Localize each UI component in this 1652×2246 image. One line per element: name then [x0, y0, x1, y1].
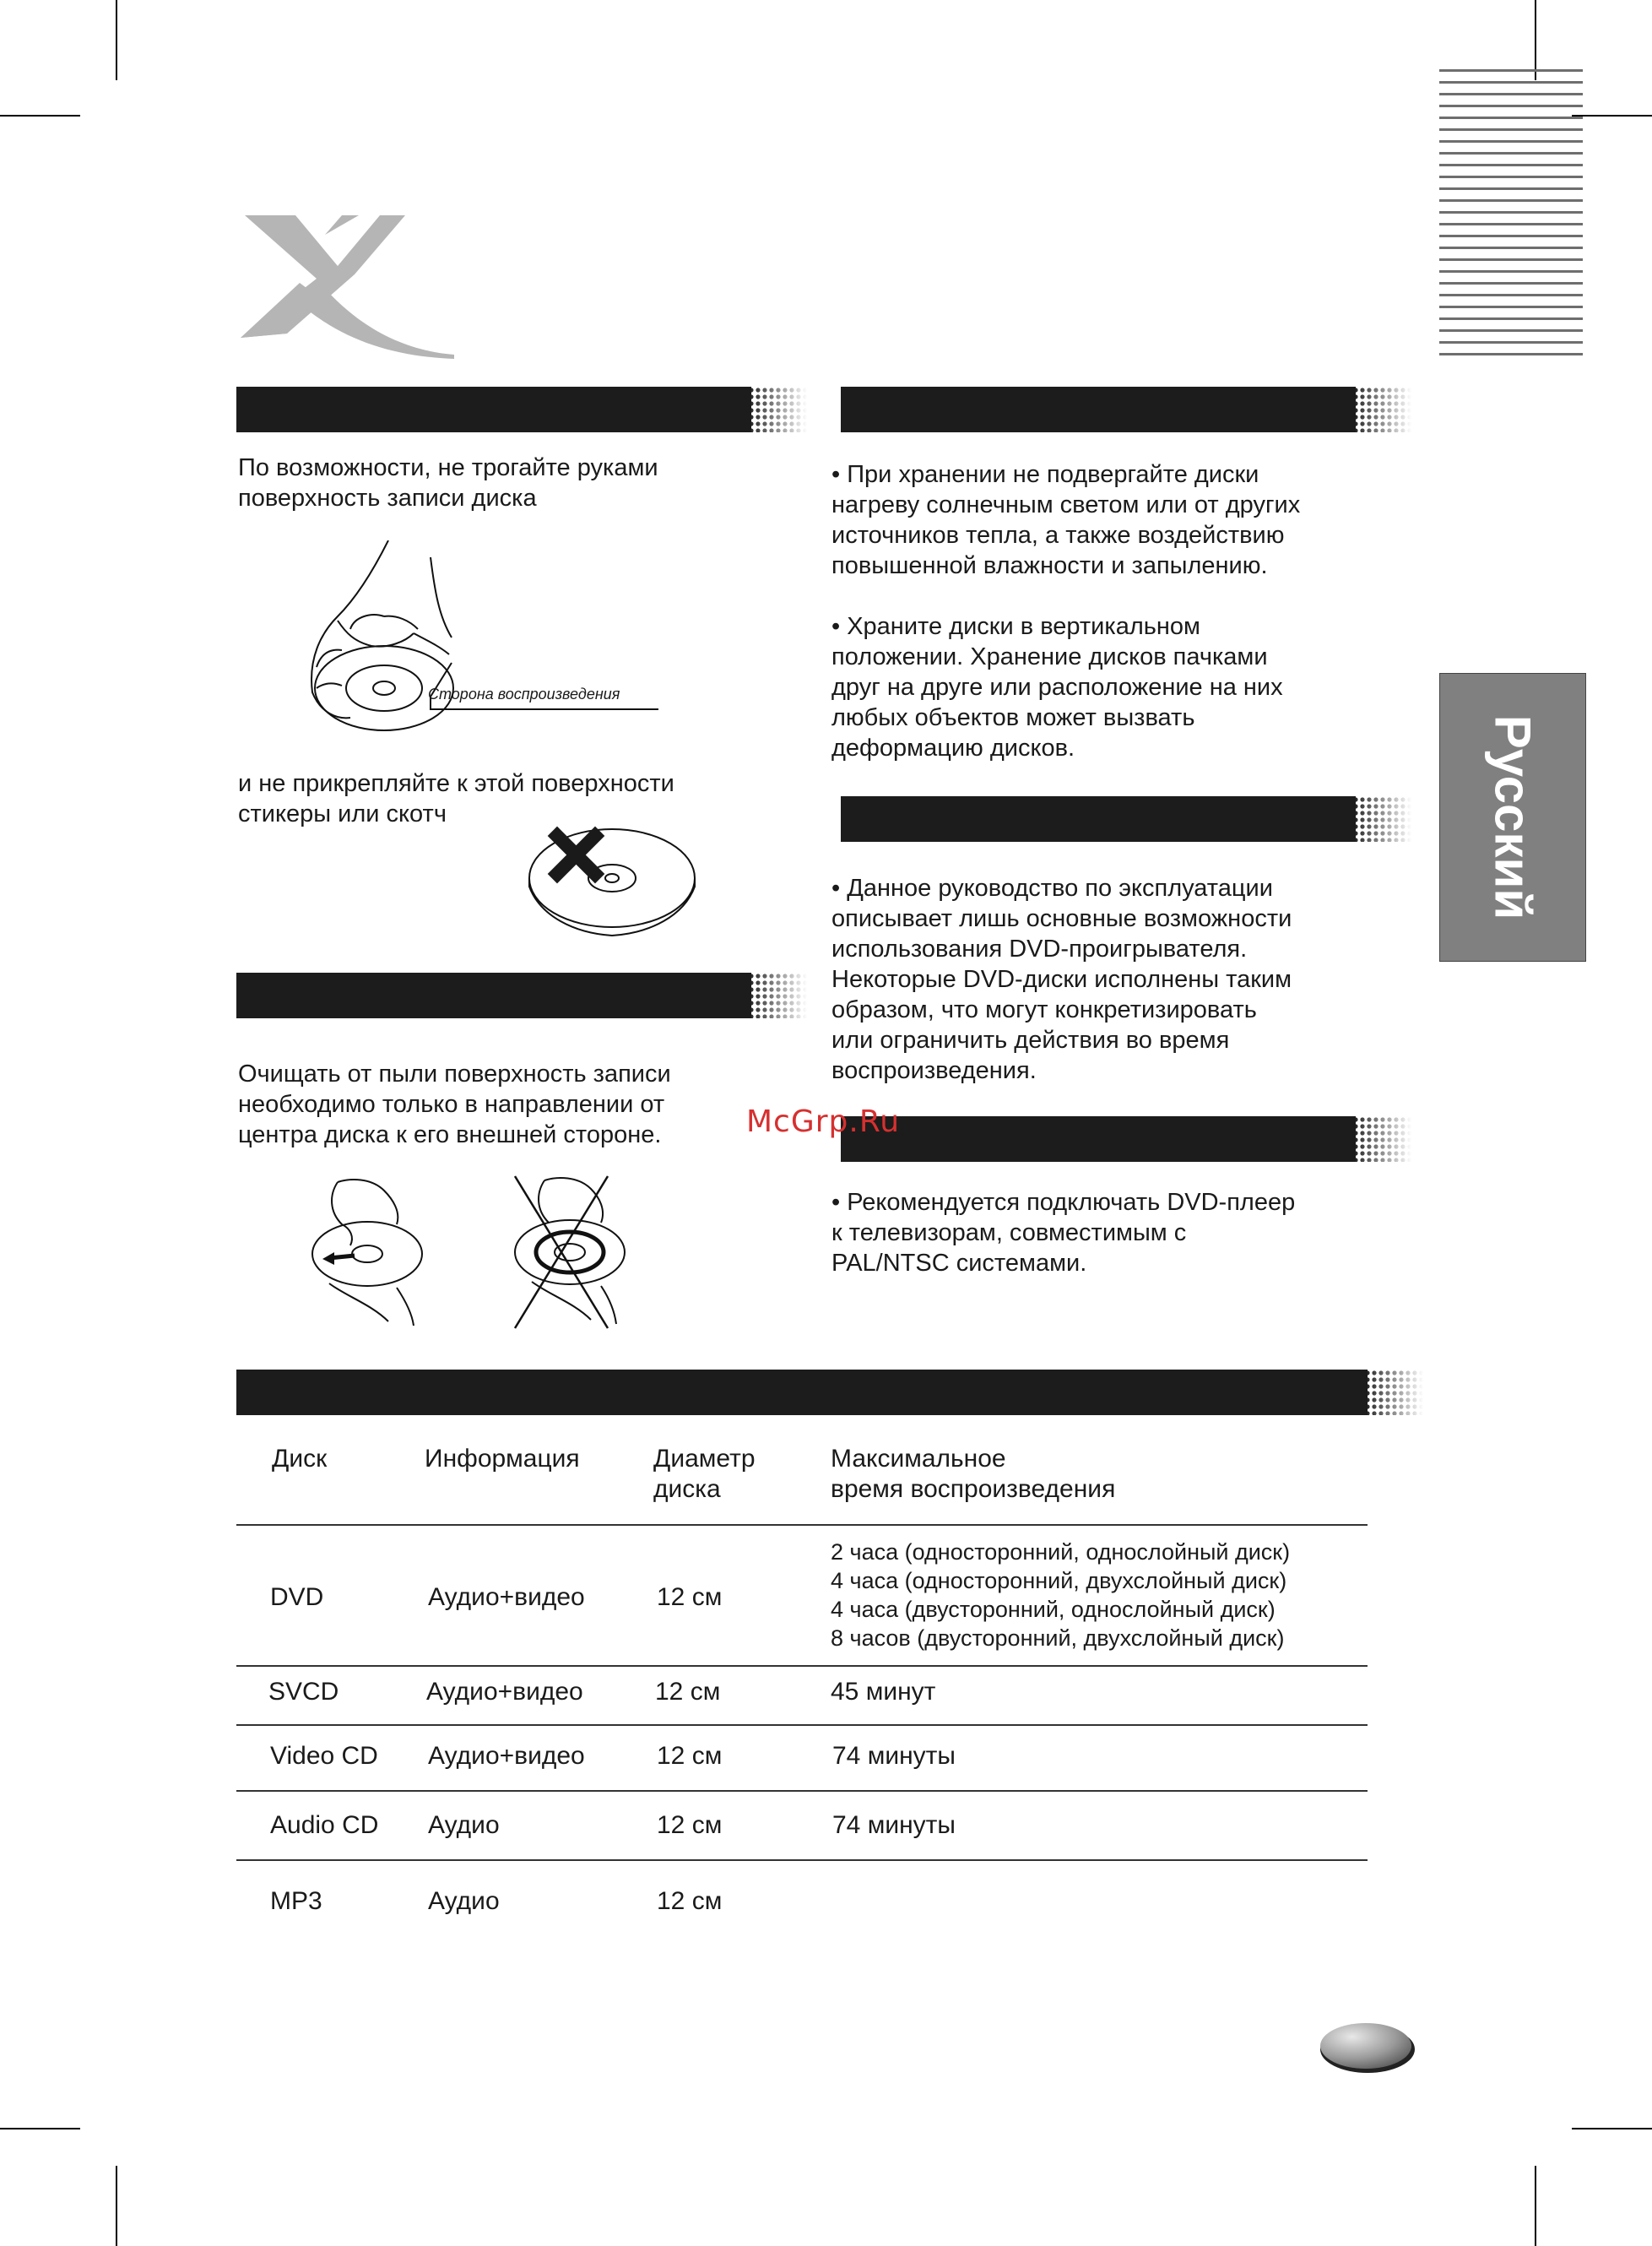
text-line: Некоторые DVD-диски исполнены таким	[831, 966, 1292, 993]
page-number-oval	[1317, 2018, 1418, 2077]
text-line: источников тепла, а также воздействию	[831, 522, 1285, 549]
text-line: любых объектов может вызвать	[831, 704, 1195, 731]
crop-mark	[116, 2166, 117, 2246]
cell-info: Аудио+видео	[428, 1742, 585, 1770]
cell-diameter: 12 см	[655, 1678, 721, 1706]
halftone-pattern	[1364, 1370, 1423, 1415]
manual-paragraph	[831, 873, 1292, 1086]
cell-diameter: 12 см	[657, 1811, 723, 1839]
text-line: использования DVD-проигрывателя.	[831, 936, 1248, 963]
touch-text-line: поверхность записи диска	[238, 485, 537, 512]
text-line: друг на друге или расположение на них	[831, 674, 1283, 701]
text-line: PAL/NTSC системами.	[831, 1250, 1087, 1277]
header-diameter: Диаметр	[653, 1445, 756, 1473]
table-rule	[236, 1724, 1368, 1726]
cell-disc: SVCD	[268, 1678, 339, 1706]
clean-text-line: центра диска к его внешней стороне.	[238, 1121, 662, 1148]
halftone-pattern	[1352, 1116, 1411, 1162]
section-header-bar	[236, 973, 751, 1018]
cell-info: Аудио+видео	[426, 1678, 583, 1706]
hand-holding-disc-illustration	[304, 540, 658, 735]
cell-time: 4 часа (двусторонний, однослойный диск)	[831, 1597, 1276, 1622]
text-line: нагреву солнечным светом или от других	[831, 491, 1301, 518]
section-header-bar	[841, 1116, 1356, 1162]
crop-mark	[1535, 2166, 1536, 2246]
halftone-pattern	[748, 973, 807, 1018]
cell-diameter: 12 см	[657, 1583, 723, 1611]
crop-mark	[0, 2128, 80, 2129]
cell-info: Аудио	[428, 1811, 500, 1839]
figure-label: Сторона воспроизведения	[428, 686, 620, 703]
header-info: Информация	[425, 1445, 580, 1473]
text-line: • Данное руководство по эксплуатации	[831, 875, 1273, 902]
watermark: McGrp.Ru	[746, 1104, 901, 1139]
cell-time: 8 часов (двусторонний, двухслойный диск)	[831, 1625, 1285, 1651]
section-header-bar	[236, 1370, 1368, 1415]
halftone-pattern	[748, 387, 807, 432]
brand-logo	[236, 211, 456, 359]
crop-mark	[1572, 115, 1652, 117]
storage-paragraph-1	[831, 459, 1300, 581]
tv-paragraph	[831, 1187, 1295, 1278]
cell-diameter: 12 см	[657, 1742, 723, 1770]
text-line: • Храните диски в вертикальном	[831, 613, 1200, 640]
text-line: • При хранении не подвергайте диски	[831, 461, 1259, 488]
cell-time: 74 минуты	[832, 1742, 956, 1770]
table-rule	[236, 1665, 1368, 1667]
crop-mark	[116, 0, 117, 80]
cell-disc: Audio CD	[270, 1811, 379, 1839]
cell-time: 4 часа (односторонний, двухслойный диск)	[831, 1568, 1287, 1593]
crop-mark	[0, 115, 80, 117]
cell-info: Аудио	[428, 1887, 500, 1915]
header-disc: Диск	[272, 1445, 328, 1473]
section-header-bar	[841, 796, 1356, 842]
wrong-cleaning-illustration	[506, 1172, 633, 1332]
disc-no-sticker-illustration	[523, 819, 701, 954]
language-tab	[1439, 673, 1586, 962]
section-header-bar	[841, 387, 1356, 432]
touch-text-line: По возможности, не трогайте руками	[238, 454, 658, 481]
text-line: или ограничить действия во время	[831, 1027, 1230, 1054]
halftone-pattern	[1352, 387, 1411, 432]
header-time: время воспроизведения	[831, 1475, 1116, 1503]
cell-time: 2 часа (односторонний, однослойный диск)	[831, 1539, 1291, 1565]
cell-disc: DVD	[270, 1583, 324, 1611]
section-header-bar	[236, 387, 751, 432]
cell-disc: MP3	[270, 1887, 322, 1915]
cell-time: 45 минут	[831, 1678, 936, 1706]
table-rule	[236, 1859, 1368, 1861]
table-rule	[236, 1790, 1368, 1792]
language-tab-label: Русский	[1484, 714, 1541, 920]
crop-mark	[1572, 2128, 1652, 2129]
cell-diameter: 12 см	[657, 1887, 723, 1915]
table-rule	[236, 1524, 1368, 1526]
crop-mark	[1535, 0, 1536, 80]
sticker-text-line: и не прикрепляйте к этой поверхности	[238, 770, 674, 797]
text-line: деформацию дисков.	[831, 735, 1075, 762]
text-line: воспроизведения.	[831, 1057, 1037, 1084]
cell-time: 74 минуты	[832, 1811, 956, 1839]
clean-text-line: необходимо только в направлении от	[238, 1091, 665, 1118]
halftone-pattern	[1352, 796, 1411, 842]
correct-cleaning-illustration	[304, 1178, 431, 1326]
text-line: повышенной влажности и запылению.	[831, 552, 1268, 579]
cell-info: Аудио+видео	[428, 1583, 585, 1611]
text-line: описывает лишь основные возможности	[831, 905, 1292, 932]
clean-text-line: Очищать от пыли поверхность записи	[238, 1061, 671, 1088]
text-line: • Рекомендуется подключать DVD-плеер	[831, 1189, 1296, 1216]
header-time: Максимальное	[831, 1445, 1006, 1473]
text-line: к телевизорам, совместимым с	[831, 1219, 1187, 1246]
text-line: образом, что могут конкретизировать	[831, 996, 1257, 1023]
storage-paragraph-2	[831, 611, 1283, 763]
cell-disc: Video CD	[270, 1742, 378, 1770]
sticker-text-line: стикеры или скотч	[238, 800, 447, 827]
header-diameter: диска	[653, 1475, 721, 1503]
text-line: положении. Хранение дисков пачками	[831, 643, 1268, 670]
